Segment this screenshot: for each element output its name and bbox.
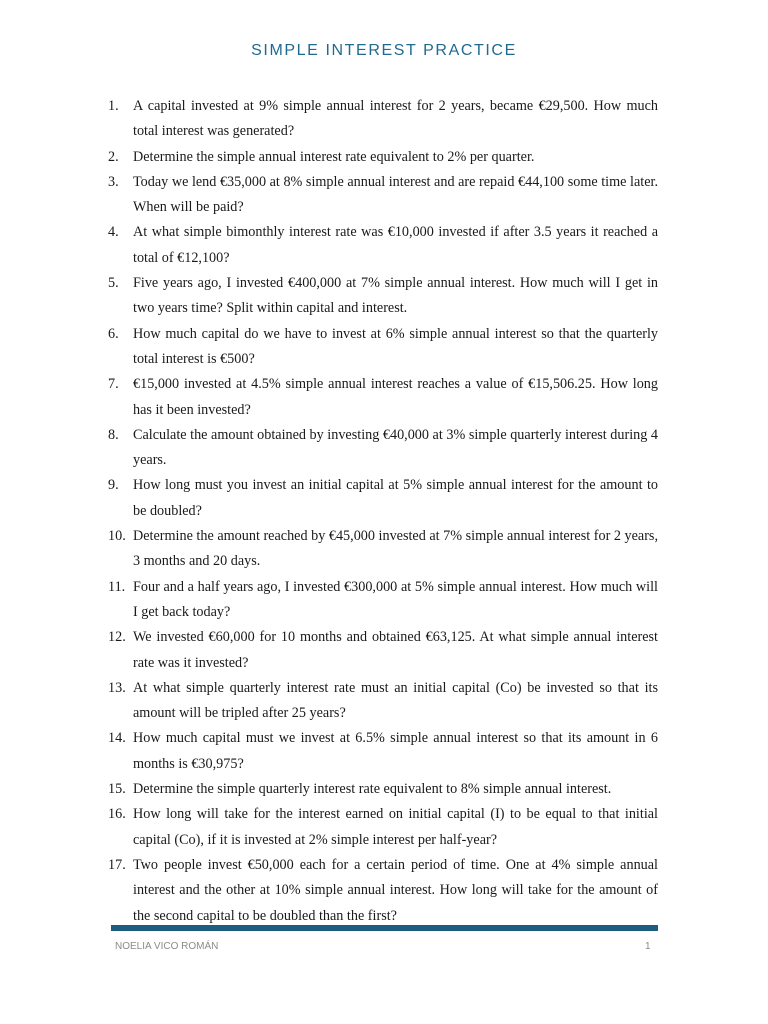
question-item xyxy=(108,853,658,929)
question-text: How much capital must we invest at 6.5% simple annual interest so that its amount in 6 months is €30,975? xyxy=(133,730,658,772)
question-item xyxy=(108,145,658,170)
question-number: 12. xyxy=(108,629,126,646)
question-text: How long will take for the interest earned on initial capital (I) to be equal to that initial capital (Co), if it is invested at 2% simple interest per half-year? xyxy=(133,806,658,848)
page-title: SIMPLE INTEREST PRACTICE xyxy=(251,42,517,59)
question-number: 17. xyxy=(108,856,126,873)
question-item xyxy=(108,802,658,853)
question-item xyxy=(108,271,658,322)
footer-author: NOELIA VICO ROMÁN xyxy=(115,941,219,952)
question-text: At what simple quarterly interest rate must an initial capital (Co) be invested so that its amount will be tripled after 25 years? xyxy=(133,679,658,722)
question-text: A capital invested at 9% simple annual interest for 2 years, became €29,500. How much total interest was generated? xyxy=(133,98,658,140)
question-number: 3. xyxy=(108,173,119,190)
question-text: At what simple bimonthly interest rate was €10,000 invested if after 3.5 years it reached a total of €12,100? xyxy=(133,224,658,266)
question-item xyxy=(108,170,658,221)
question-item xyxy=(108,423,658,474)
question-number: 15. xyxy=(108,781,126,798)
question-number: 9. xyxy=(108,477,119,494)
question-number: 2. xyxy=(108,148,119,165)
question-text: Four and a half years ago, I invested €300,000 at 5% simple annual interest. How much will I get back today? xyxy=(133,578,658,620)
question-item xyxy=(108,322,658,373)
question-number: 5. xyxy=(108,275,119,292)
question-number: 6. xyxy=(108,325,119,342)
question-number: 4. xyxy=(108,224,119,241)
footer-divider xyxy=(111,925,658,931)
question-item xyxy=(108,94,658,145)
question-item xyxy=(108,777,658,802)
question-text: Five years ago, I invested €400,000 at 7% simple annual interest. How much will I get in two years time? Split within capital and interest. xyxy=(133,275,658,317)
question-item xyxy=(108,575,658,626)
question-number: 16. xyxy=(108,806,126,823)
page-number: 1 xyxy=(645,941,651,952)
question-item xyxy=(108,372,658,423)
question-number: 10. xyxy=(108,528,126,545)
question-number: 14. xyxy=(108,730,126,747)
question-item xyxy=(108,726,658,777)
question-text: Determine the simple annual interest rate equivalent to 2% per quarter. xyxy=(133,148,535,165)
question-number: 11. xyxy=(108,578,126,595)
question-text: Two people invest €50,000 each for a certain period of time. One at 4% simple annual interest and the other at 10% simple annual interest. How long will take for the amount of the second capital to be doubled than the first? xyxy=(133,856,658,924)
question-item xyxy=(108,676,658,727)
question-item xyxy=(108,625,658,676)
question-number: 7. xyxy=(108,376,119,393)
question-text: Calculate the amount obtained by investing €40,000 at 3% simple quarterly interest during 4 years. xyxy=(133,426,658,469)
question-number: 13. xyxy=(108,679,126,696)
question-text: How much capital do we have to invest at 6% simple annual interest so that the quarterly total interest is €500? xyxy=(133,325,658,367)
question-text: Determine the simple quarterly interest rate equivalent to 8% simple annual interest. xyxy=(133,781,612,798)
question-text: €15,000 invested at 4.5% simple annual interest reaches a value of €15,506.25. How long has it been invested? xyxy=(133,376,658,418)
question-number: 1. xyxy=(108,98,119,114)
question-list xyxy=(108,94,658,929)
question-item xyxy=(108,524,658,575)
question-item xyxy=(108,473,658,524)
question-item xyxy=(108,220,658,271)
question-text: Determine the amount reached by €45,000 invested at 7% simple annual interest for 2 years, 3 months and 20 days. xyxy=(133,528,658,570)
question-text: Today we lend €35,000 at 8% simple annual interest and are repaid €44,100 some time later. When will be paid? xyxy=(133,173,658,216)
question-text: How long must you invest an initial capital at 5% simple annual interest for the amount to be doubled? xyxy=(133,477,658,519)
question-number: 8. xyxy=(108,426,119,443)
question-text: We invested €60,000 for 10 months and obtained €63,125. At what simple annual interest rate was it invested? xyxy=(133,629,658,671)
